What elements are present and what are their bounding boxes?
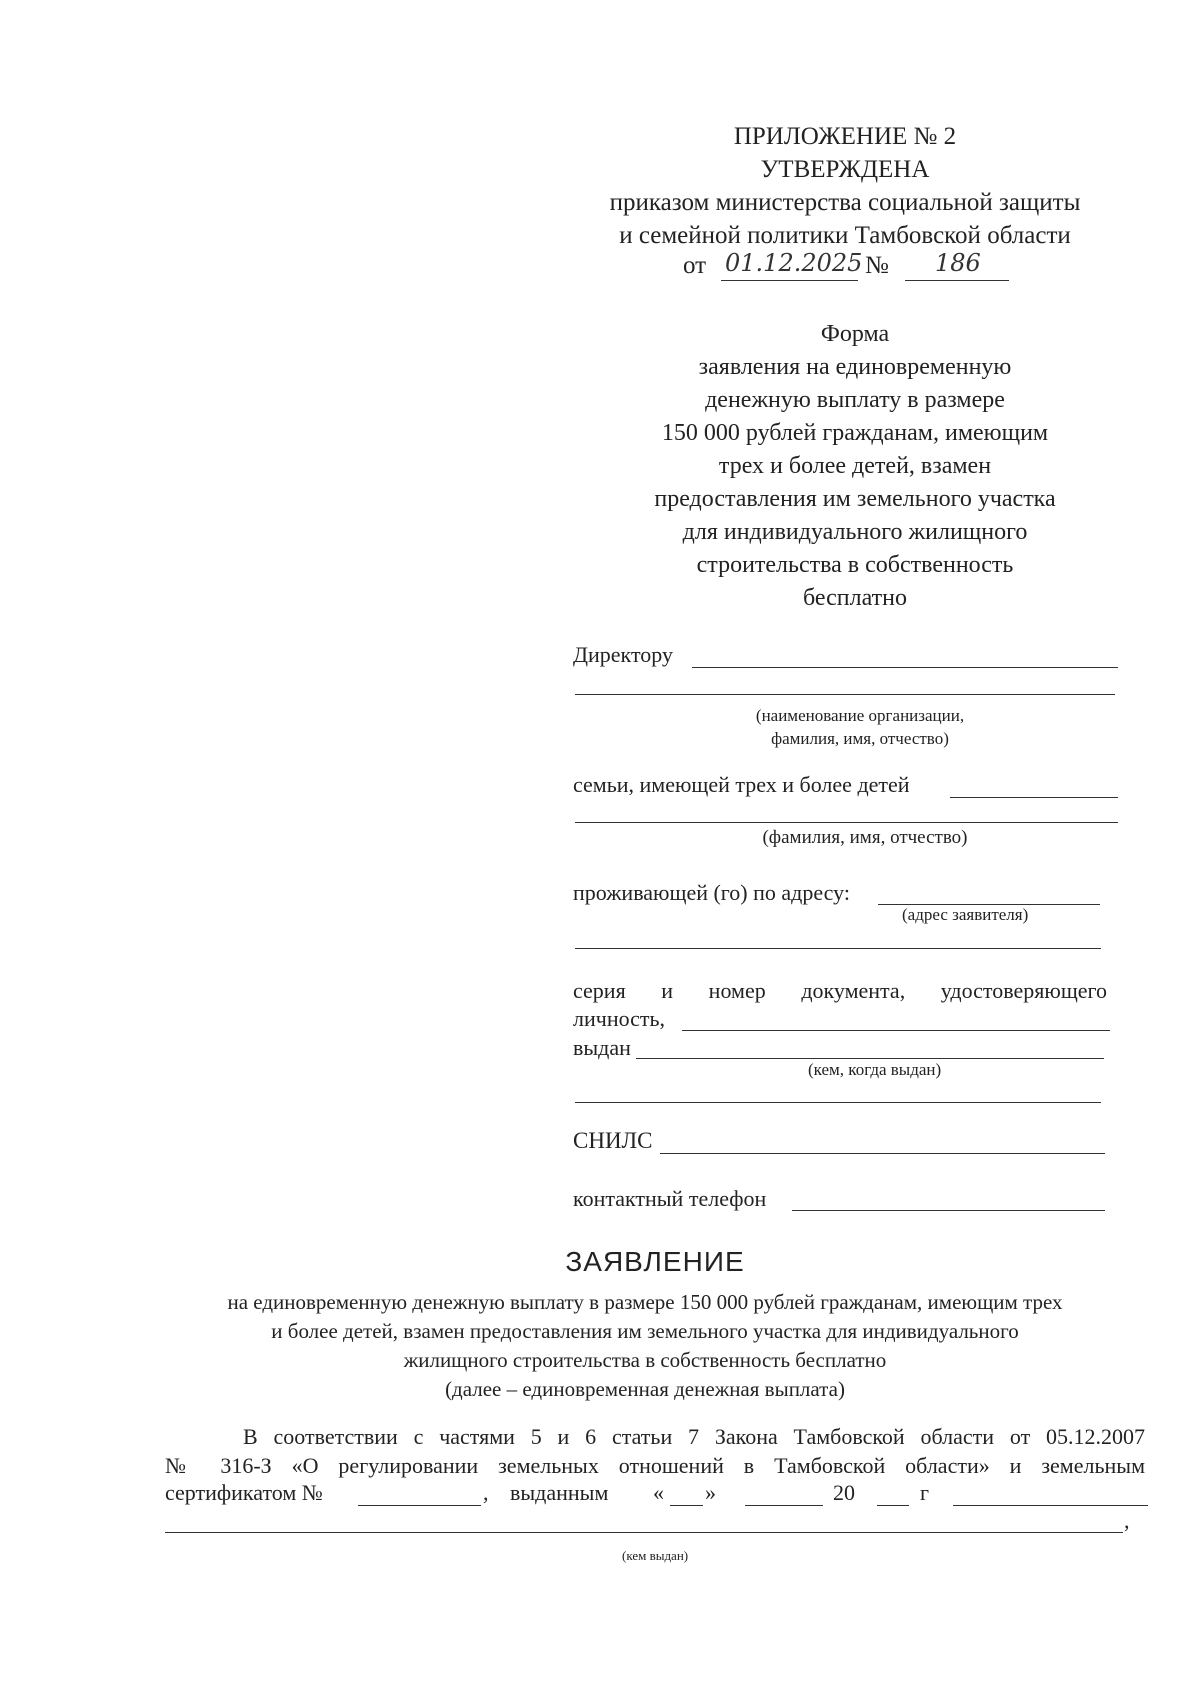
document-label-line-1	[573, 978, 1107, 1004]
address-field-2[interactable]	[575, 948, 1101, 949]
order-line-2: и семейной политики Тамбовской области	[619, 222, 1071, 249]
doc-word: номер	[708, 978, 766, 1003]
number-label: №	[865, 252, 889, 279]
form-title-line: строительства в собственность	[696, 552, 1014, 578]
director-hint-line: фамилия, имя, отчество)	[771, 729, 949, 748]
director-field-2[interactable]	[575, 694, 1115, 695]
statement-line: жилищного строительства в собственность бесплатно	[403, 1348, 887, 1372]
director-hint	[690, 704, 1030, 750]
year-prefix: 20	[833, 1480, 855, 1505]
cert-issuer-field-2[interactable]	[165, 1532, 1123, 1533]
director-field[interactable]	[692, 667, 1118, 668]
phone-label: контактный телефон	[573, 1186, 767, 1211]
cert-number-field[interactable]	[358, 1505, 481, 1506]
form-title-line: бесплатно	[803, 585, 907, 611]
family-label: семьи, имеющей трех и более детей	[573, 772, 910, 797]
document-label-line-2: личность,	[573, 1006, 666, 1031]
form-title-line: предоставления им земельного участка	[654, 486, 1056, 512]
form-title-line: для индивидуального жилищного	[682, 519, 1028, 545]
form-title-line: трех и более детей, взамен	[718, 453, 992, 479]
family-hint: (фамилия, имя, отчество)	[762, 827, 968, 848]
statement-subtitle	[140, 1288, 1150, 1404]
family-field-2[interactable]	[575, 822, 1118, 823]
cert-year-field[interactable]	[877, 1505, 909, 1506]
snils-field[interactable]	[660, 1153, 1105, 1154]
approval-header	[560, 120, 1130, 252]
paragraph-line-1: В соответствии с частями 5 и 6 статьи 7 Закона Тамбовской области от 05.12.2007	[243, 1424, 1145, 1449]
form-title-line: Форма	[820, 321, 890, 347]
phone-field[interactable]	[792, 1210, 1105, 1211]
doc-word: документа,	[801, 978, 906, 1003]
close-quote: »	[705, 1480, 716, 1505]
comma: ,	[483, 1480, 489, 1505]
year-suffix: г	[920, 1480, 930, 1505]
statement-title: ЗАЯВЛЕНИЕ	[565, 1246, 745, 1277]
snils-label: СНИЛС	[573, 1128, 653, 1153]
cert-month-field[interactable]	[745, 1505, 823, 1506]
cert-day-field[interactable]	[670, 1505, 703, 1506]
approved-label: УТВЕРЖДЕНА	[760, 156, 930, 183]
issued-field-2[interactable]	[575, 1102, 1101, 1103]
statement-line: (далее – единовременная денежная выплата)	[445, 1377, 845, 1401]
family-field[interactable]	[950, 797, 1118, 798]
form-title-line: денежную выплату в размере	[705, 387, 1005, 413]
doc-word: удостоверяющего	[940, 978, 1107, 1003]
form-title	[590, 318, 1120, 615]
order-number-handwritten: 186	[935, 249, 981, 277]
paragraph-line-2: № 316-З «О регулировании земельных отношений в Тамбовской области» и земельным	[165, 1453, 1145, 1478]
order-line-1: приказом министерства социальной защиты	[609, 189, 1081, 216]
director-label: Директору	[573, 642, 673, 667]
cert-issuer-field[interactable]	[953, 1505, 1148, 1506]
statement-line: и более детей, взамен предоставления им земельного участка для индивидуального	[271, 1319, 1019, 1343]
issued-word: выданным	[510, 1480, 609, 1505]
doc-word: серия	[573, 978, 626, 1003]
form-title-line: заявления на единовременную	[698, 354, 1012, 380]
form-title-line: 150 000 рублей гражданам, имеющим	[661, 420, 1049, 446]
statement-paragraph	[165, 1422, 1145, 1480]
director-hint-line: (наименование организации,	[755, 706, 965, 725]
issued-hint: (кем, когда выдан)	[808, 1060, 942, 1079]
statement-line: на единовременную денежную выплату в размере 150 000 рублей гражданам, имеющим трех	[227, 1290, 1063, 1314]
order-date-handwritten: 01.12.2025	[725, 249, 863, 277]
address-label: проживающей (го) по адресу:	[573, 880, 850, 905]
cert-label: сертификатом №	[165, 1480, 323, 1505]
from-label: от	[683, 252, 707, 279]
identity-document-field[interactable]	[682, 1030, 1110, 1031]
trailing-comma: ,	[1124, 1508, 1130, 1533]
open-quote: «	[653, 1480, 664, 1505]
issued-by-hint: (кем выдан)	[622, 1548, 689, 1563]
certificate-row	[165, 1480, 1150, 1514]
address-hint: (адрес заявителя)	[902, 905, 1029, 924]
annex-title: ПРИЛОЖЕНИЕ № 2	[733, 123, 957, 150]
issued-field[interactable]	[636, 1058, 1104, 1059]
order-date-line	[683, 249, 1013, 286]
issued-label: выдан	[573, 1035, 631, 1060]
doc-word: и	[661, 978, 674, 1003]
